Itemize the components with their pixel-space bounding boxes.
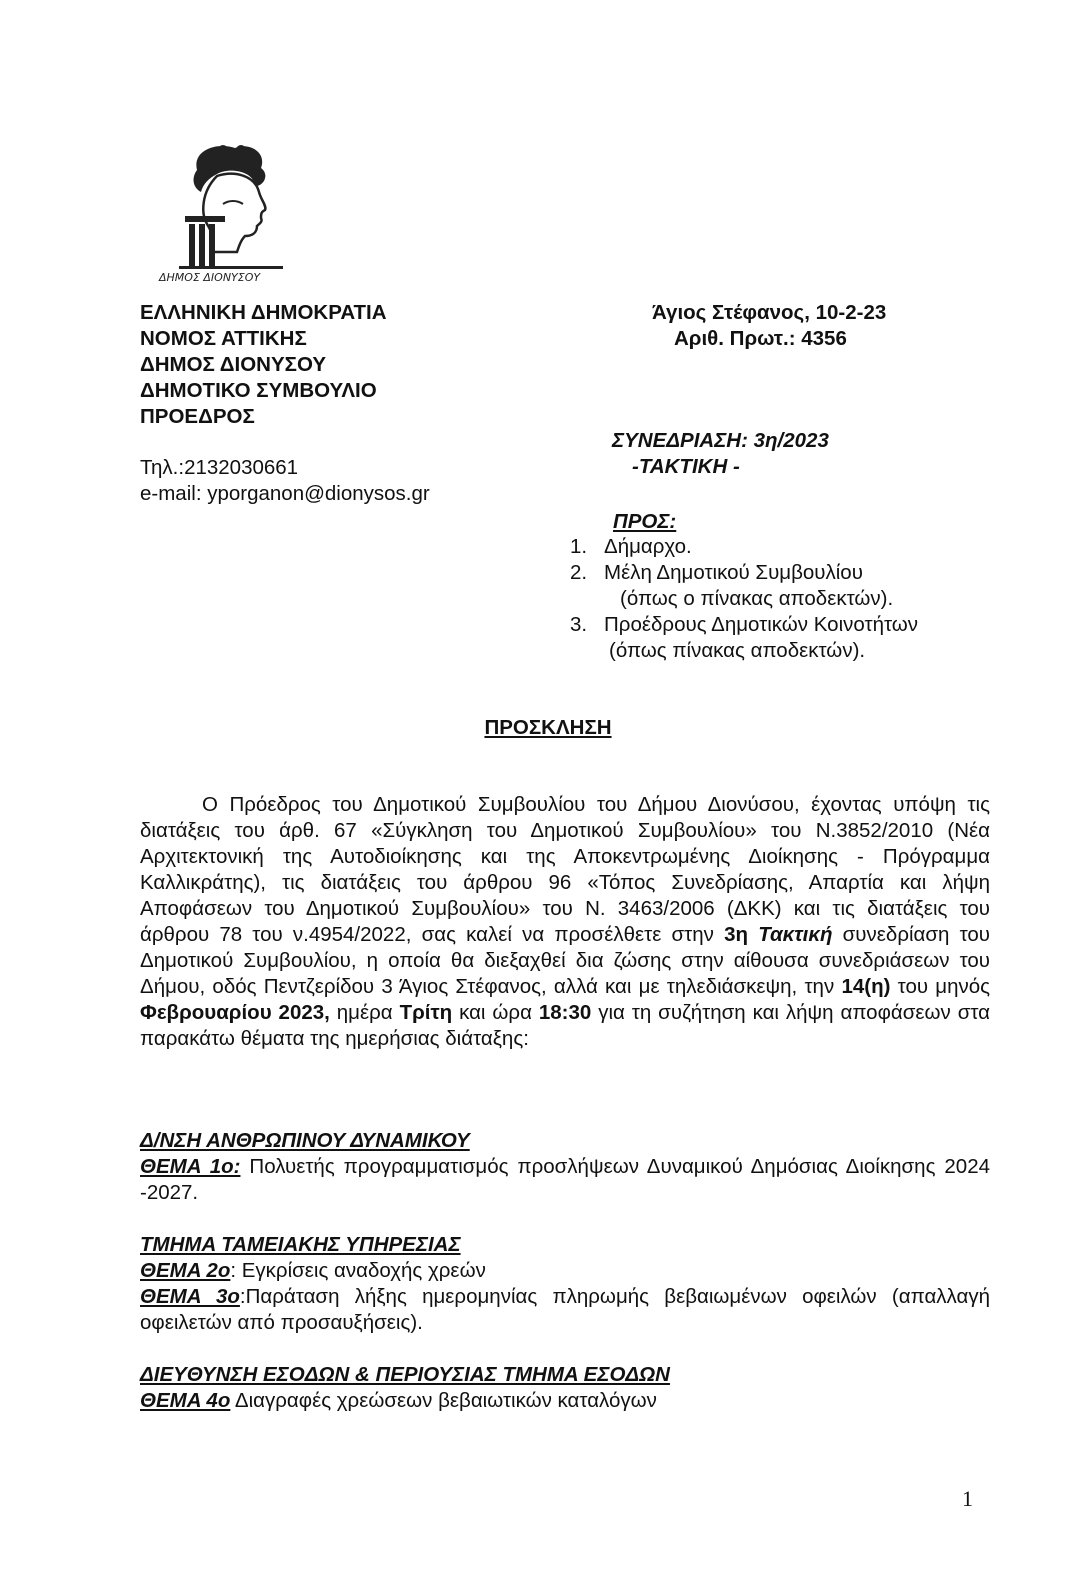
meeting-weekday: Τρίτη: [399, 1001, 453, 1024]
body-text-5: και ώρα: [459, 1001, 532, 1024]
body-text-6: για τη συζήτηση και λήψη αποφάσεων στα παρακάτω θέματα της ημερήσιας διάταξης:: [140, 1001, 991, 1050]
recipient-item: [570, 612, 990, 638]
agenda-topic: [140, 1258, 990, 1284]
session-type: -ΤΑΚΤΙΚΗ -: [632, 455, 740, 478]
dionysus-head-emblem: [157, 140, 285, 285]
agenda-section: [140, 1128, 990, 1206]
recipient-text: Προέδρους Δημοτικών Κοινοτήτων: [604, 613, 919, 636]
recipient-number: 3.: [570, 613, 588, 636]
recipient-item: [570, 534, 990, 560]
body-text-3: του μηνός: [897, 975, 991, 998]
agenda-topic: [140, 1154, 990, 1206]
date-protocol-block: [652, 300, 972, 352]
body-text-4: ημέρα: [336, 1001, 393, 1024]
issuer-line-2: ΝΟΜΟΣ ΑΤΤΙΚΗΣ: [140, 327, 307, 350]
email-address: e-mail: yporganon@dionysos.gr: [140, 482, 430, 505]
agenda-topic: [140, 1388, 990, 1414]
recipient-item: [570, 560, 990, 586]
issuer-block: [140, 300, 570, 430]
document-date: Άγιος Στέφανος, 10-2-23: [652, 301, 887, 324]
issuer-line-5: ΠΡΟΕΔΡΟΣ: [140, 405, 255, 428]
topic-text: : Εγκρίσεις αναδοχής χρεών: [230, 1259, 486, 1282]
topic-label: ΘΕΜΑ 2ο: [140, 1259, 231, 1282]
recipient-text: Δήμαρχο.: [604, 535, 692, 558]
issuer-line-1: ΕΛΛΗΝΙΚΗ ΔΗΜΟΚΡΑΤΙΑ: [140, 301, 387, 324]
meeting-month: Φεβρουαρίου 2023,: [140, 1001, 330, 1024]
topic-label: ΘΕΜΑ 1ο:: [140, 1155, 241, 1178]
recipient-number: 1.: [570, 535, 588, 558]
contact-block: [140, 455, 430, 507]
section-title: ΤΜΗΜΑ ΤΑΜΕΙΑΚΗΣ ΥΠΗΡΕΣΙΑΣ: [140, 1233, 461, 1256]
invitation-paragraph: [140, 792, 990, 1052]
recipients-list: [570, 534, 990, 664]
meeting-time: 18:30: [538, 1001, 592, 1024]
issuer-line-4: ΔΗΜΟΤΙΚΟ ΣΥΜΒΟΥΛΙΟ: [140, 379, 377, 402]
topic-text: :Παράταση λήξης ημερομηνίας πληρωμής βεβαιωμένων οφειλών (απαλλαγή οφειλετών από προσαυξήσεις).: [140, 1285, 991, 1334]
recipient-number: 2.: [570, 561, 588, 584]
topic-label: ΘΕΜΑ 4ο: [140, 1389, 231, 1412]
recipient-continuation: (όπως πίνακας αποδεκτών).: [609, 639, 866, 662]
page-number: 1: [962, 1486, 973, 1511]
session-kind: Τακτική: [758, 923, 833, 946]
topic-text: Πολυετής προγραμματισμός προσλήψεων Δυναμικού Δημόσιας Διοίκησης 2024 -2027.: [140, 1155, 991, 1204]
recipients-title: ΠΡΟΣ:: [613, 510, 677, 533]
recipient-text: Μέλη Δημοτικού Συμβουλίου: [604, 561, 863, 584]
body-text-2: συνεδρίαση του Δημοτικού Συμβουλίου, η οποία θα διεξαχθεί δια ζώσης στην αίθουσα συνεδριάσεων του Δήμου, οδός Πεντζερίδου 3 Άγιος Στέφανος, αλλά και με τηλεδιάσκεψη, την: [140, 923, 991, 998]
topic-text: Διαγραφές χρεώσεων βεβαιωτικών καταλόγων: [230, 1389, 657, 1412]
session-number: ΣΥΝΕΔΡΙΑΣΗ: 3η/2023: [612, 429, 829, 452]
protocol-number: Αριθ. Πρωτ.: 4356: [674, 327, 847, 350]
recipient-continuation: (όπως ο πίνακας αποδεκτών).: [620, 587, 894, 610]
municipality-logo: [157, 140, 285, 285]
meeting-day: 14(η): [841, 975, 891, 998]
phone-number: Τηλ.:2132030661: [140, 456, 299, 479]
document-title: ΠΡΟΣΚΛΗΣΗ: [484, 716, 612, 739]
section-title: Δ/ΝΣΗ ΑΝΘΡΩΠΙΝΟΥ ΔΥΝΑΜΙΚΟΥ: [140, 1129, 470, 1152]
topic-label: ΘΕΜΑ 3ο: [140, 1285, 240, 1308]
agenda-topic: [140, 1284, 990, 1336]
body-text-1: Ο Πρόεδρος του Δημοτικού Συμβουλίου του Δήμου Διονύσου, έχοντας υπόψη τις διατάξεις του άρθ. 67 «Σύγκληση του Δημοτικού Συμβουλίου» του Ν.3852/2010 (Νέα Αρχιτεκτονική της Αυτοδιοίκησης και της Αποκεντρωμένης Διοίκησης - Πρόγραμμα Καλλικράτης), τις διατάξεις του άρθρου 96 «Τόπος Συνεδρίασης, Απαρτία και λήψη Αποφάσεων του Δημοτικού Συμβουλίου» του Ν. 3463/2006 (ΔΚΚ) και τις διατάξεις του άρθρου 78 του ν.4954/2022, σας καλεί να προσέλθετε στην: [140, 793, 990, 946]
session-no: 3η: [724, 923, 749, 946]
issuer-line-3: ΔΗΜΟΣ ΔΙΟΝΥΣΟΥ: [140, 353, 327, 376]
logo-caption: ΔΗΜΟΣ ΔΙΟΝΥΣΟΥ: [159, 271, 261, 284]
section-title: ΔΙΕΥΘΥΝΣΗ ΕΣΟΔΩΝ & ΠΕΡΙΟΥΣΙΑΣ ΤΜΗΜΑ ΕΣΟΔΩΝ: [140, 1363, 670, 1386]
agenda-section: [140, 1232, 990, 1336]
agenda-section: [140, 1362, 990, 1414]
